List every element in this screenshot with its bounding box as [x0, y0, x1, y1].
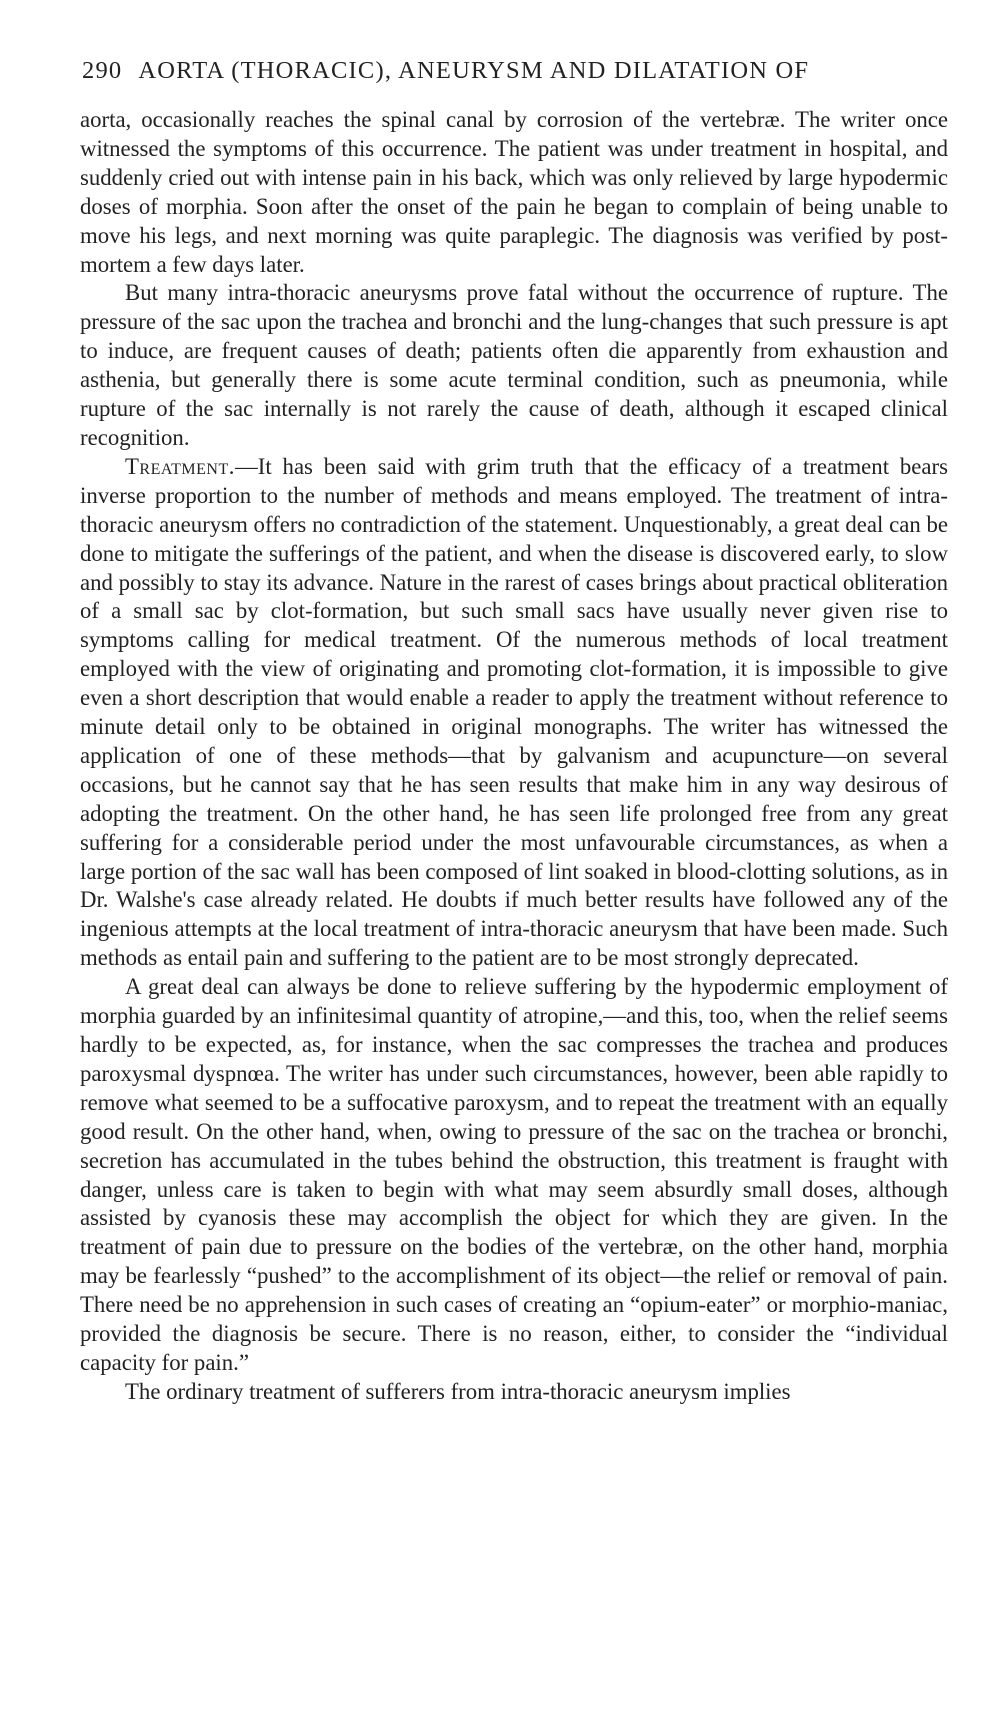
page-number: 290: [82, 57, 123, 84]
paragraph-text: The ordinary treatment of sufferers from intra-thoracic aneurysm implies: [125, 1378, 791, 1404]
document-page: [80, 56, 948, 1407]
paragraph-text: A great deal can always be done to relieve suffering by the hypodermic employment of morphia guarded by an infinitesimal quantity of atropine,—and this, too, when the relief seems hardly to be expected, as, for instance, when the sac compresses the trachea and produces paroxysmal dyspnœa. The writer has under such circumstances, however, been able rapidly to remove what seemed to be a suffocative paroxysm, and to repeat the treatment with an equally good result. On the other hand, when, owing to pressure of the sac on the trachea or bronchi, secretion has accumulated in the tubes behind the obstruction, this treatment is fraught with danger, unless care is taken to begin with what may seem absurdly small doses, although assisted by cyanosis these may accomplish the object for which they are given. In the treatment of pain due to pressure on the bodies of the vertebræ, on the other hand, morphia may be fearlessly “pushed” to the accomplishment of its object—the relief or removal of pain. There need be no apprehension in such cases of creating an “opium-eater” or morphio-maniac, provided the diagnosis be secure. There is no reason, either, to consider the “individual capacity for pain.”: [80, 974, 948, 1375]
paragraph-continuation: [80, 106, 948, 279]
paragraph-ordinary-treatment: [80, 1378, 948, 1407]
paragraph-treatment: [80, 453, 948, 973]
paragraph-text: aorta, occasionally reaches the spinal canal by corrosion of the vertebræ. The writer once witnessed the symptoms of this occurrence. The patient was under treatment in hospital, and suddenly cried out with intense pain in his back, which was only relieved by large hypodermic doses of morphia. Soon after the onset of the pain he began to complain of being unable to move his legs, and next morning was quite paraplegic. The diagnosis was verified by post-mortem a few days later.: [80, 107, 948, 277]
body-text: [80, 106, 948, 1407]
paragraph-morphia: [80, 973, 948, 1378]
paragraph-text: But many intra-thoracic aneurysms prove fatal without the occurrence of rupture. The pressure of the sac upon the trachea and bronchi and the lung-changes that such pressure is apt to induce, are frequent causes of death; patients often die apparently from exhaustion and asthenia, but generally there is some acute terminal condition, such as pneumonia, while rupture of the sac internally is not rarely the cause of death, although it escaped clinical recognition.: [80, 280, 948, 450]
paragraph-fatal-without-rupture: [80, 279, 948, 452]
section-heading-treatment: Treatment.: [125, 453, 235, 479]
paragraph-text: —It has been said with grim truth that the efficacy of a treatment bears inverse proportion to the number of methods and means employed. The treatment of intra-thoracic aneurysm offers no contradiction of the statement. Unquestionably, a great deal can be done to mitigate the sufferings of the patient, and when the disease is discovered early, to slow and possibly to stay its advance. Nature in the rarest of cases brings about practical obliteration of a small sac by clot-formation, but such small sacs have usually never given rise to symptoms calling for medical treatment. Of the numerous methods of local treatment employed with the view of originating and promoting clot-formation, it is impossible to give even a short description that would enable a reader to apply the treatment without reference to minute detail only to be obtained in original monographs. The writer has witnessed the application of one of these methods—that by galvanism and acupuncture—on several occasions, but he cannot say that he has seen results that make him in any way desirous of adopting the treatment. On the other hand, he has seen life prolonged free from any great suffering for a considerable period under the most unfavourable circumstances, as when a large portion of the sac wall has been composed of lint soaked in blood-clotting solutions, as in Dr. Walshe's case already related. He doubts if much better results have followed any of the ingenious attempts at the local treatment of intra-thoracic aneurysm that have been made. Such methods as entail pain and suffering to the patient are to be most strongly deprecated.: [80, 453, 948, 971]
running-title: AORTA (THORACIC), ANEURYSM AND DILATATION OF: [138, 57, 810, 84]
running-header: [82, 56, 948, 86]
